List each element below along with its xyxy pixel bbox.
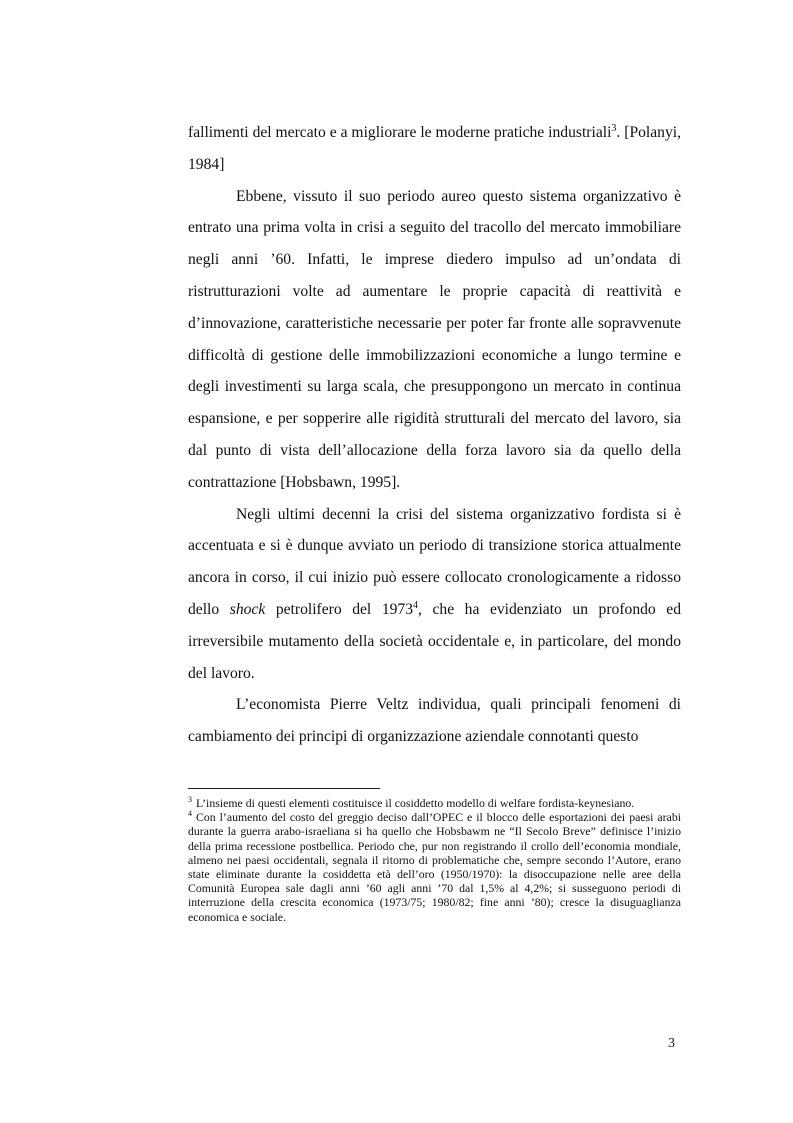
footnotes [188,796,681,924]
paragraph-4: L’economista Pierre Veltz individua, quali principali fenomeni di cambiamento dei principi di organizzazione aziendale connotanti questo [188,696,681,746]
footnote-3 [188,796,681,810]
paragraph-1-citation: . [Polanyi, 1984] [188,124,681,173]
footnote-3-text: L’insieme di questi elementi costituisce il cosiddetto modello di welfare fordista-keynesiano. [196,796,635,810]
paragraph-1-text: fallimenti del mercato e a migliorare le moderne pratiche industriali [188,124,612,141]
paragraph-3-text-c: , che ha evidenziato un profondo ed irreversibile mutamento della società occidentale e, in particolare, del mondo del lavoro. [188,600,681,682]
footnote-4 [188,810,681,924]
paragraph-3 [188,499,681,690]
paragraph-3-italic: shock [229,600,266,618]
paragraph-2: Ebbene, vissuto il suo periodo aureo questo sistema organizzativo è entrato una prima volta in crisi a seguito del tracollo del mercato immobiliare negli anni ’60. Infatti, le imprese diedero impulso ad un’ondata di ristrutturazioni volte ad aumentare le proprie capacità di reattività e d’innovazione, caratteristiche necessarie per poter far fronte alle sopravvenute difficoltà di gestione delle immobilizzazioni economiche a lungo termine e degli investimenti su larga scala, che presuppongono un mercato in continua espansione, e per sopperire alle rigidità strutturali del mercato del lavoro, sia dal punto di vista dell’allocazione della forza lavoro sia da quello della contrattazione [Hobsbawn, 1995]. [188,187,681,491]
footnote-4-number: 4 [188,809,192,819]
paragraph-3-text-b: petrolifero del 1973 [265,600,414,618]
footnote-separator [188,788,380,789]
page-number: 3 [668,1036,675,1051]
footnote-4-text: Con l’aumento del costo del greggio deciso dall’OPEC e il blocco delle esportazioni dei paesi arabi durante la guerra arabo-israeliana si ha quello che Hobsbawm ne “Il Secolo Breve” definisce l’inizio della prima recessione postbellica. Periodo che, pur non registrando il crollo dell’economia mondiale, almeno nei paesi occidentali, segnala il ritorno di problematiche che, sempre secondo l’Autore, erano state eliminate durante la cosiddetta età dell’oro (1950/1970): la disoccupazione nelle aree della Comunità Europea sale dagli anni ’60 agli anni ’70 dal 1,5% al 4,2%; si susseguono periodi di interruzione della crescita economica (1973/75; 1980/82; fine anni ’80); cresce la disuguaglianza economica e sociale. [188,810,681,924]
paragraph-3-text-a: Negli ultimi decenni la crisi del sistema organizzativo fordista si è accentuata e si è dunque avviato un periodo di transizione storica attualmente ancora in corso, il cui inizio può essere collocato cronologicamente a ridosso dello [188,505,681,618]
footnote-ref-4[interactable]: 4 [413,599,419,611]
footnote-3-number: 3 [188,795,192,805]
main-text [188,117,681,753]
paragraph-1 [188,117,681,181]
footnote-ref-3[interactable]: 3 [611,122,617,134]
